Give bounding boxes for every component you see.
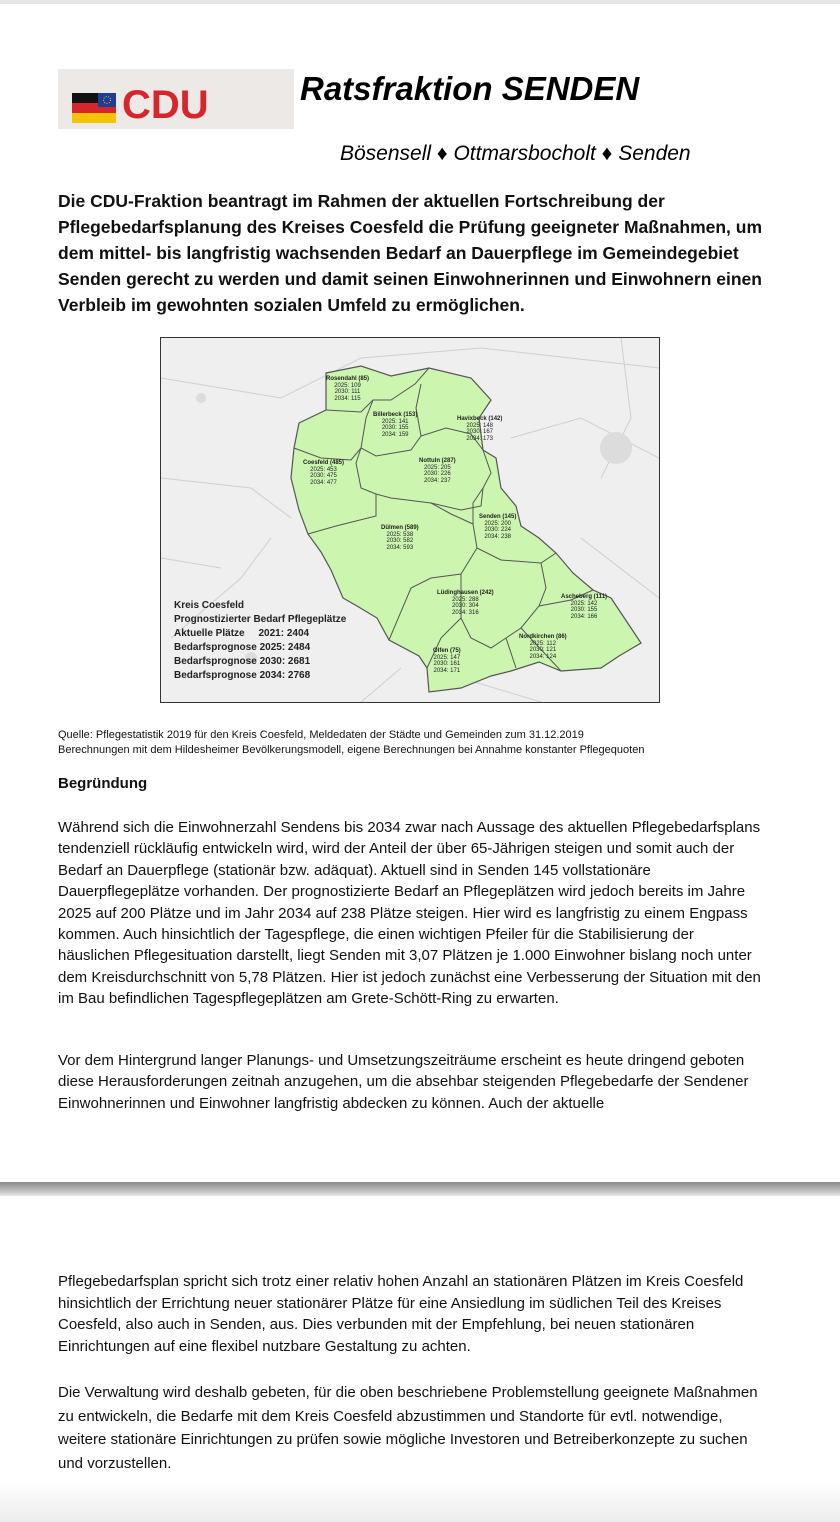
body-paragraph: Pflegebedarfsplan spricht sich trotz einer relativ hohen Anzahl an stationären Plätzen im Kreis Coesfeld hinsichtlich der Errichtung neuer stationärer Plätze für eine Ansiedlung im südlichen Teil des Kreises Coesfeld, also auch in Senden, aus. Dies verbunden mit der Empfehlung, bei neuen stationären Einrichtungen auf eine flexibel nutzbare Gestaltung zu achten. [58, 1273, 744, 1355]
legend-line: Bedarfsprognose 2034: 2768 [174, 670, 311, 681]
region-label-nordkirchen: Nordkirchen (86) 2025: 112 2030: 121 2034: 124 [519, 634, 567, 660]
viewer-bottom-fade [0, 1482, 840, 1522]
region-label-senden: Senden (145) 2025: 200 2030: 224 2034: 238 [479, 514, 517, 540]
intro-paragraph: Die CDU-Fraktion beantragt im Rahmen der aktuellen Fortschreibung der Pflegebedarfsplanung des Kreises Coesfeld die Prüfung geeigneter Maßnahmen, um dem mittel- bis langfristig wachsenden Bedarf an Dauerpflege im Gemeindegebiet Senden gerecht zu werden und damit seinen Einwohnerinnen und Einwohnern einen Verbleib im gewohnten sozialen Umfeld zu ermöglichen. [58, 191, 763, 315]
region-label-duelmen: Dülmen (589) 2025: 538 2030: 582 2034: 593 [381, 525, 419, 551]
source-note [58, 728, 798, 758]
eu-german-flag-icon [72, 93, 116, 123]
region-label-coesfeld: Coesfeld (485) 2025: 453 2030: 475 2034: 477 [303, 460, 345, 486]
region-label-nottuln: Nottuln (287) 2025: 205 2030: 226 2034: 237 [419, 458, 456, 484]
cdu-logo [58, 69, 294, 129]
page-title: Ratsfraktion SENDEN [300, 70, 640, 107]
region-label-luedinghausen: Lüdinghausen (242) 2025: 288 2030: 304 2034: 316 [437, 590, 494, 616]
legend-line: Prognostizierter Bedarf Pflegeplätze [174, 614, 347, 625]
region-label-ascheberg: Ascheberg (111) 2025: 142 2030: 155 2034: 166 [561, 594, 608, 620]
section-heading: Begründung [58, 775, 148, 792]
legend-line: Kreis Coesfeld [174, 600, 245, 611]
source-line-1: Pflegestatistik 2019 für den Kreis Coesfeld, Meldedaten der Städte und Gemeinden zum 31.12.2019 [95, 729, 584, 741]
source-line-2: Berechnungen mit dem Hildesheimer Bevölkerungsmodell, eigene Berechnungen bei Annahme konstanter Pflegequoten [58, 744, 645, 756]
logo-wordmark: CDU [122, 83, 209, 127]
page-separator [0, 1182, 840, 1196]
source-label: Quelle: [58, 729, 93, 741]
legend-line: Bedarfsprognose 2025: 2484 [174, 642, 311, 653]
legend-line: Aktuelle Plätze 2021: 2404 [174, 628, 310, 639]
body-paragraph: Die Verwaltung wird deshalb gebeten, für die oben beschriebene Problemstellung geeignete Maßnahmen zu entwickeln, die Bedarfe mit dem Kreis Coesfeld abzustimmen und Standorte für evtl. notwendige, weitere stationäre Einrichtungen zu prüfen sowie mögliche Investoren und Betreiberkonzepte zu suchen und vorzustellen. [58, 1384, 758, 1472]
region-label-billerbeck: Billerbeck (153) 2025: 141 2030: 155 2034: 159 [373, 412, 418, 438]
body-paragraph: Während sich die Einwohnerzahl Sendens bis 2034 zwar nach Aussage des aktuellen Pflegebedarfsplans tendenziell rückläufig entwickeln wird, wird der Anteil der über 65-Jährigen steigen und somit auch der Bedarf an Dauerpflege (stationär bzw. adäquat). Aktuell sind in Senden 145 vollstationäre Dauerpflegeplätze vorhanden. Der prognostizierte Bedarf an Pflegeplätzen wird jedoch bereits im Jahre 2025 auf 200 Plätze und im Jahr 2034 auf 238 Plätze steigen. Hier wird es langfristig zu einem Engpass kommen. Auch hinsichtlich der Tagespflege, die einen wichtigen Pfeiler für die Stabilisierung der häuslichen Pflegesituation darstellt, liegt Senden mit 3,07 Plätzen je 1.000 Einwohner bislang noch unter dem Kreisdurchschnitt von 5,78 Plätzen. Hier ist jedoch zunächst eine Verbesserung der Situation mit den im Bau befindlichen Tagespflegeplätzen am Grete-Schött-Ring zu erwarten. [58, 819, 761, 1008]
region-label-olfen: Olfen (75) 2025: 147 2030: 161 2034: 171 [433, 648, 461, 674]
towns-subtitle: Bösensell ♦ Ottmarsbocholt ♦ Senden [340, 142, 691, 165]
region-label-rosendahl: Rosendahl (85) 2025: 109 2030: 111 2034: 115 [326, 376, 370, 402]
body-paragraph: Vor dem Hintergrund langer Planungs- und Umsetzungszeiträume erscheint es heute dringend geboten diese Herausforderungen zeitnah anzugehen, um die absehbar steigenden Pflegebedarfe der Sendener Einwohnerinnen und Einwohner langfristig abdecken zu können. Auch der aktuelle [58, 1052, 749, 1112]
region-label-havixbeck: Havixbeck (142) 2025: 148 2030: 167 2034: 173 [457, 416, 503, 442]
legend-line: Bedarfsprognose 2030: 2681 [174, 656, 311, 667]
map-legend [174, 599, 346, 683]
district-map [160, 337, 660, 703]
